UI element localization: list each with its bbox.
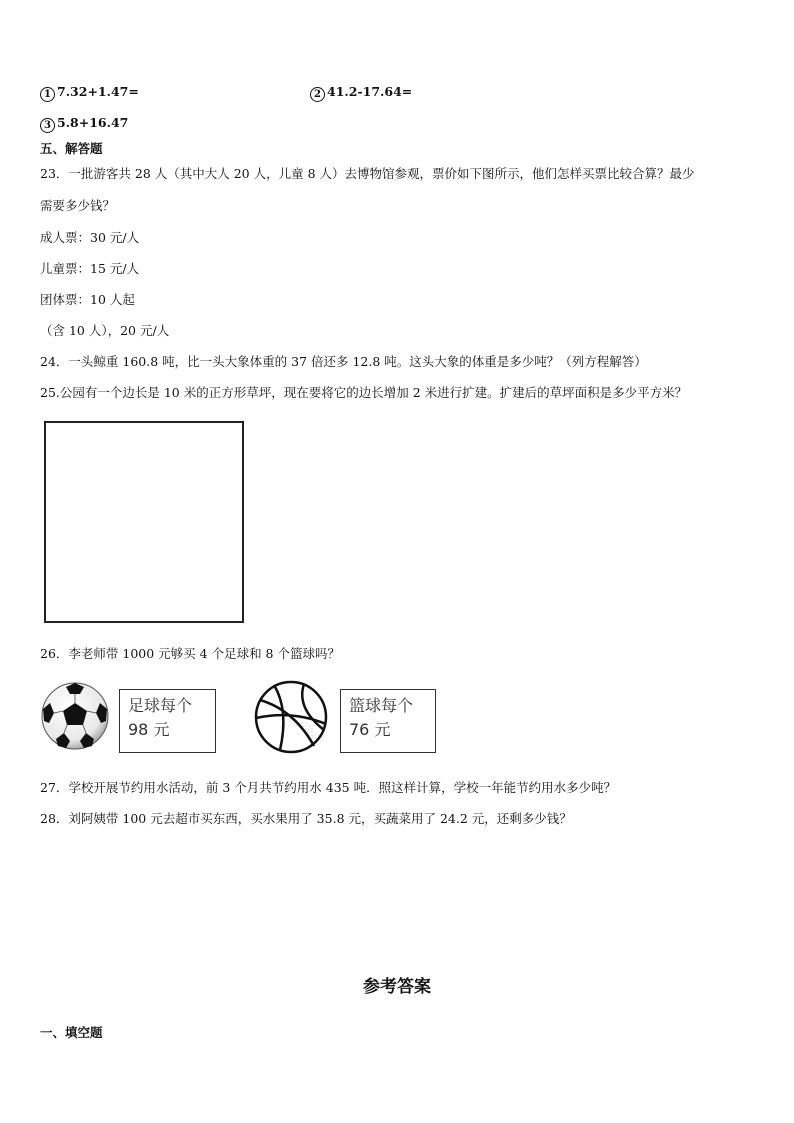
circled-number-2: 2: [310, 87, 325, 102]
q23-line-2: 需要多少钱？: [40, 198, 116, 213]
answers-title: 参考答案: [363, 977, 431, 997]
section-5-heading: 五、解答题: [40, 141, 103, 156]
circled-number-1: 1: [40, 87, 55, 102]
q28-text: 28．刘阿姨带 100 元去超市买东西，买水果用了 35.8 元，买蔬菜用了 24.2 元，还剩多少钱？: [40, 811, 572, 826]
calc-expression-1: 7.32+1.47=: [57, 84, 139, 99]
q23-child-ticket: 儿童票：15 元/人: [40, 261, 140, 276]
calc-expression-3: 5.8+16.47: [57, 115, 129, 130]
calc-item-1: [40, 84, 139, 102]
q23-adult-ticket: 成人票：30 元/人: [40, 230, 140, 245]
basketball-price-box: [340, 689, 436, 753]
q26-text: 26．李老师带 1000 元够买 4 个足球和 8 个篮球吗？: [40, 646, 340, 661]
basketball-icon: [254, 680, 328, 754]
calc-item-3: [40, 115, 128, 133]
basketball-price-label: 篮球每个: [349, 696, 414, 715]
soccer-ball-icon: [40, 681, 110, 751]
square-lawn-figure: [44, 421, 244, 623]
calc-item-2: [310, 84, 412, 102]
answers-section-1-heading: 一、填空题: [40, 1025, 103, 1040]
basketball-price-value: 76 元: [349, 720, 391, 739]
q23-line-1: 23．一批游客共 28 人（其中大人 20 人，儿童 8 人）去博物馆参观，票价如下图所示，他们怎样买票比较合算？最少: [40, 166, 695, 181]
q27-text: 27．学校开展节约用水活动，前 3 个月共节约用水 435 吨．照这样计算，学校一年能节约用水多少吨？: [40, 780, 617, 795]
q23-group-ticket-note: （含 10 人），20 元/人: [40, 323, 170, 338]
circled-number-3: 3: [40, 118, 55, 133]
q25-text: 25.公园有一个边长是 10 米的正方形草坪，现在要将它的边长增加 2 米进行扩建。扩建后的草坪面积是多少平方米？: [40, 385, 688, 400]
q24-text: 24．一头鲸重 160.8 吨，比一头大象体重的 37 倍还多 12.8 吨。这头大象的体重是多少吨？（列方程解答）: [40, 354, 647, 369]
football-price-label: 足球每个: [128, 696, 193, 715]
q23-group-ticket: 团体票：10 人起: [40, 292, 135, 307]
calc-expression-2: 41.2-17.64=: [327, 84, 413, 99]
football-price-value: 98 元: [128, 720, 170, 739]
football-price-box: [119, 689, 216, 753]
